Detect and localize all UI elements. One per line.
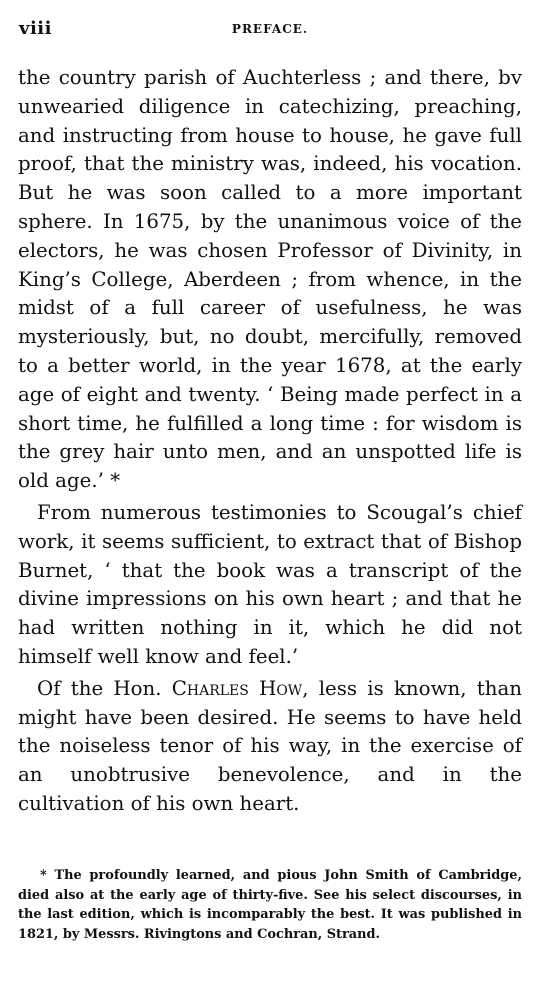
paragraph-3-prefix: Of the Hon. — [37, 676, 172, 700]
paragraph-3 — [18, 675, 522, 819]
running-title: PREFACE. — [231, 22, 309, 36]
main-text — [18, 64, 522, 819]
person-name: Charles How — [171, 676, 303, 700]
paragraph-2: From numerous testimonies to Scougal’s chief work, it seems sufficient, to extract that of Bishop Burnet, ‘ that the book was a transcript of the divine impressions on his own heart ; and that he had written nothing in it, which he did not himself well know and feel.’ — [18, 500, 522, 668]
page-number: viii — [19, 18, 52, 39]
paragraph-3-rest: , less is known, than might have been desired. He seems to have held the noiseless tenor of his way, in the exercise of an unobtrusive benevolence, and in the cultivation of his own heart. — [18, 676, 522, 815]
paragraph-1: the country parish of Auchterless ; and there, bv unwearied diligence in catechizing, preaching, and instructing from house to house, he gave full proof, that the ministry was, indeed, his vocation. But he was soon called to a more important sphere. In 1675, by the unanimous voice of the electors, he was chosen Professor of Divinity, in King’s College, Aberdeen ; from whence, in the midst of a full career of usefulness, he was mysteriously, but, no doubt, mercifully, removed to a better world, in the year 1678, at the early age of eight and twenty. ‘ Being made perfect in a short time, he fulfilled a long time : for wisdom is the grey hair unto men, and an unspotted life is old age.’ * — [18, 66, 522, 493]
page-header — [18, 18, 522, 46]
footnote: * The profoundly learned, and pious John Smith of Cambridge, died also at the early age of thirty-five. See his select discourses, in the last edition, which is incomparably the best. It was published in 1821, by Messrs. Rivingtons and Cochran, Strand. — [18, 868, 522, 942]
